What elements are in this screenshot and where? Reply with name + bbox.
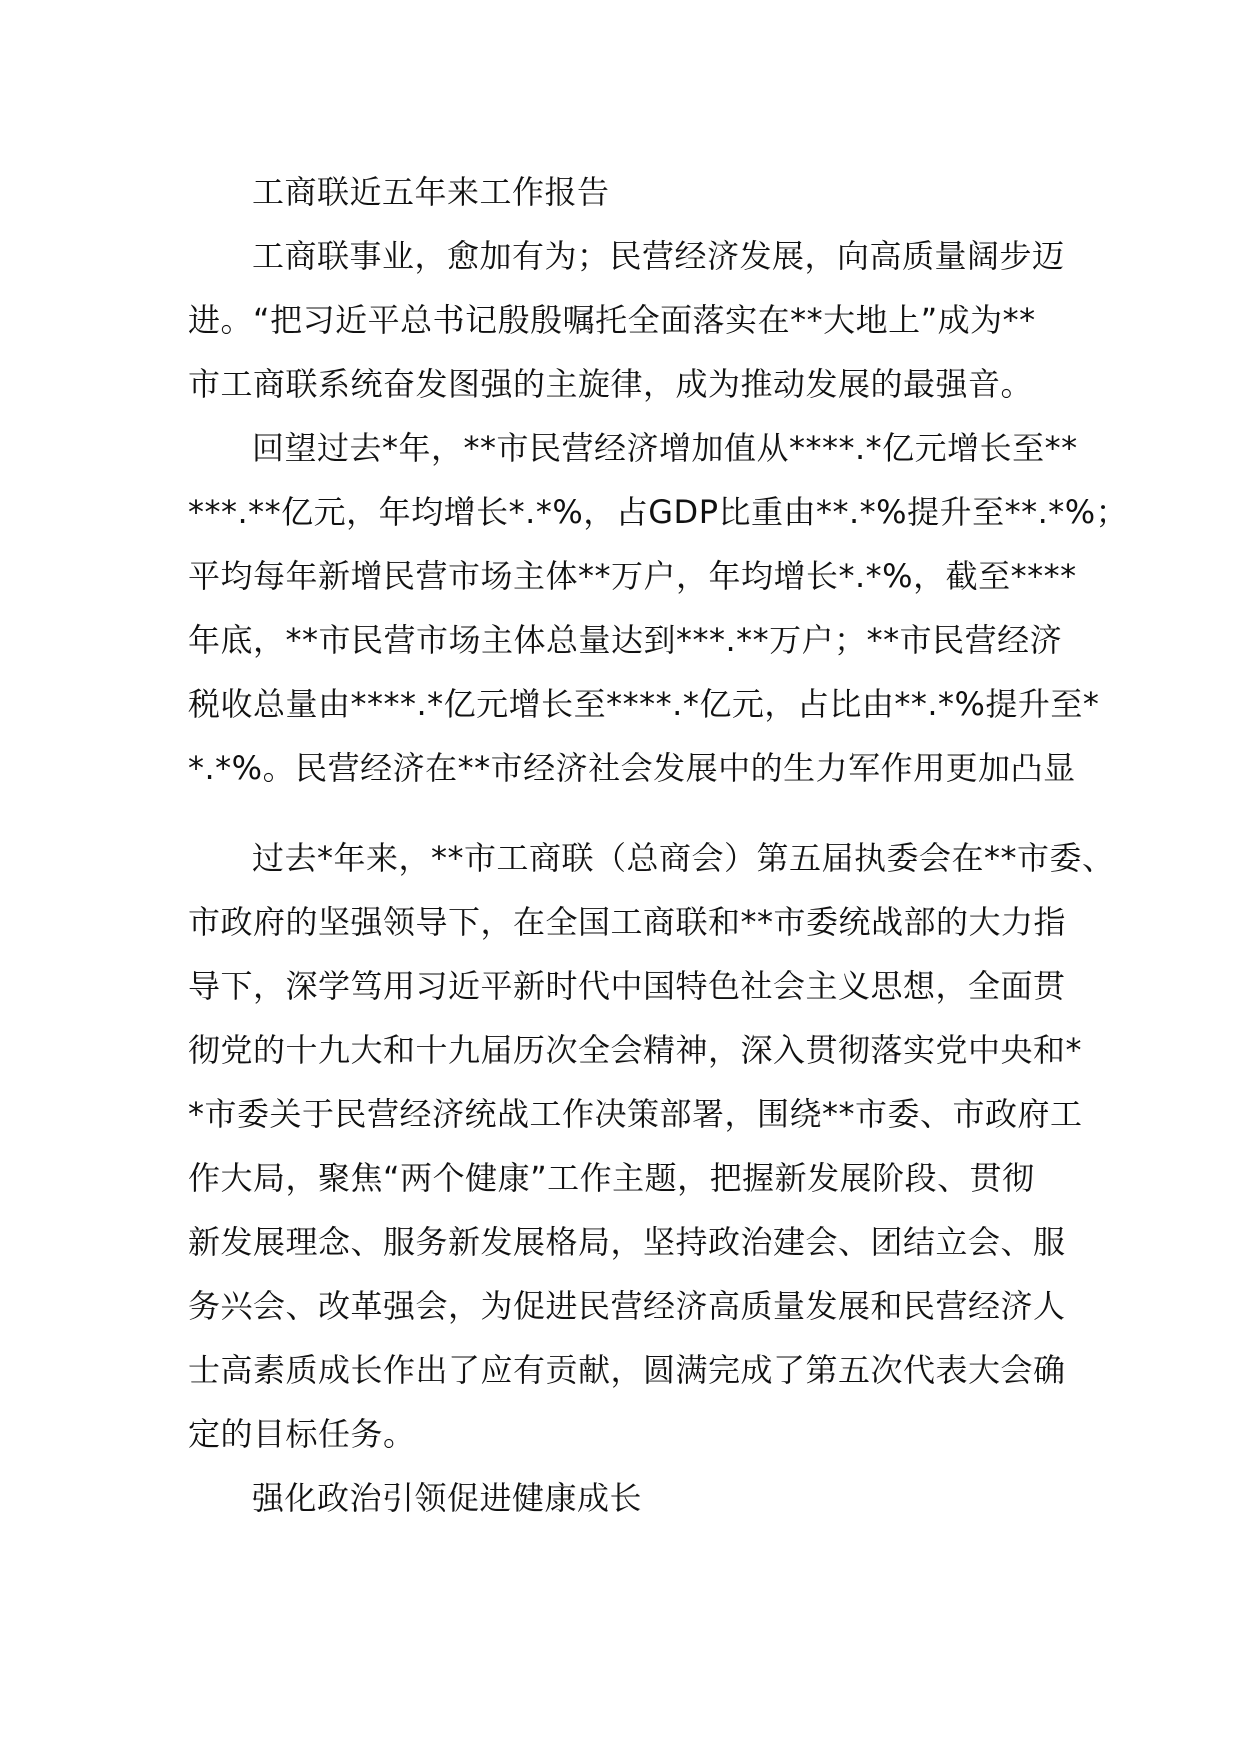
paragraph-line: 回望过去*年，**市民营经济增加值从****.*亿元增长至** xyxy=(252,429,1078,467)
paragraph-line: *.*%。民营经济在**市经济社会发展中的生力军作用更加凸显 xyxy=(188,749,1076,787)
paragraph-line: ***.**亿元，年均增长*.*%，占GDP比重由**.*%提升至**.*%； xyxy=(188,493,1129,531)
paragraph-line: 彻党的十九大和十九届历次全会精神，深入贯彻落实党中央和* xyxy=(188,1031,1083,1069)
paragraph-line: 士高素质成长作出了应有贡献，圆满完成了第五次代表大会确 xyxy=(188,1351,1066,1389)
paragraph-line: *市委关于民营经济统战工作决策部署，围绕**市委、市政府工 xyxy=(188,1095,1083,1133)
paragraph-spacer xyxy=(188,800,1068,826)
paragraph-line: 年底，**市民营市场主体总量达到***.**万户；**市民营经济 xyxy=(188,621,1063,659)
document-title: 工商联近五年来工作报告 xyxy=(252,173,610,211)
document-page xyxy=(188,160,1129,1530)
paragraph-review xyxy=(188,416,1129,800)
paragraph-line: 进。“把习近平总书记殷殷嘱托全面落实在**大地上”成为** xyxy=(188,301,1036,339)
paragraph-line: 过去*年来，**市工商联（总商会）第五届执委会在**市委、 xyxy=(252,839,1115,877)
paragraph-line: 税收总量由****.*亿元增长至****.*亿元，占比由**.*%提升至* xyxy=(188,685,1100,723)
paragraph-line: 市政府的坚强领导下，在全国工商联和**市委统战部的大力指 xyxy=(188,903,1067,941)
paragraph-line: 新发展理念、服务新发展格局，坚持政治建会、团结立会、服 xyxy=(188,1223,1066,1261)
section-heading: 强化政治引领促进健康成长 xyxy=(252,1479,643,1517)
paragraph-work-summary xyxy=(188,826,1115,1466)
paragraph-line: 平均每年新增民营市场主体**万户，年均增长*.*%，截至**** xyxy=(188,557,1077,595)
paragraph-line: 市工商联系统奋发图强的主旋律，成为推动发展的最强音。 xyxy=(188,365,1034,403)
paragraph-line: 作大局，聚焦“两个健康”工作主题，把握新发展阶段、贯彻 xyxy=(188,1159,1035,1197)
paragraph-intro xyxy=(188,224,1068,416)
paragraph-line: 定的目标任务。 xyxy=(188,1415,416,1453)
paragraph-line: 工商联事业，愈加有为；民营经济发展，向高质量阔步迈 xyxy=(252,237,1065,275)
paragraph-line: 导下，深学笃用习近平新时代中国特色社会主义思想，全面贯 xyxy=(188,967,1066,1005)
paragraph-line: 务兴会、改革强会，为促进民营经济高质量发展和民营经济人 xyxy=(188,1287,1066,1325)
